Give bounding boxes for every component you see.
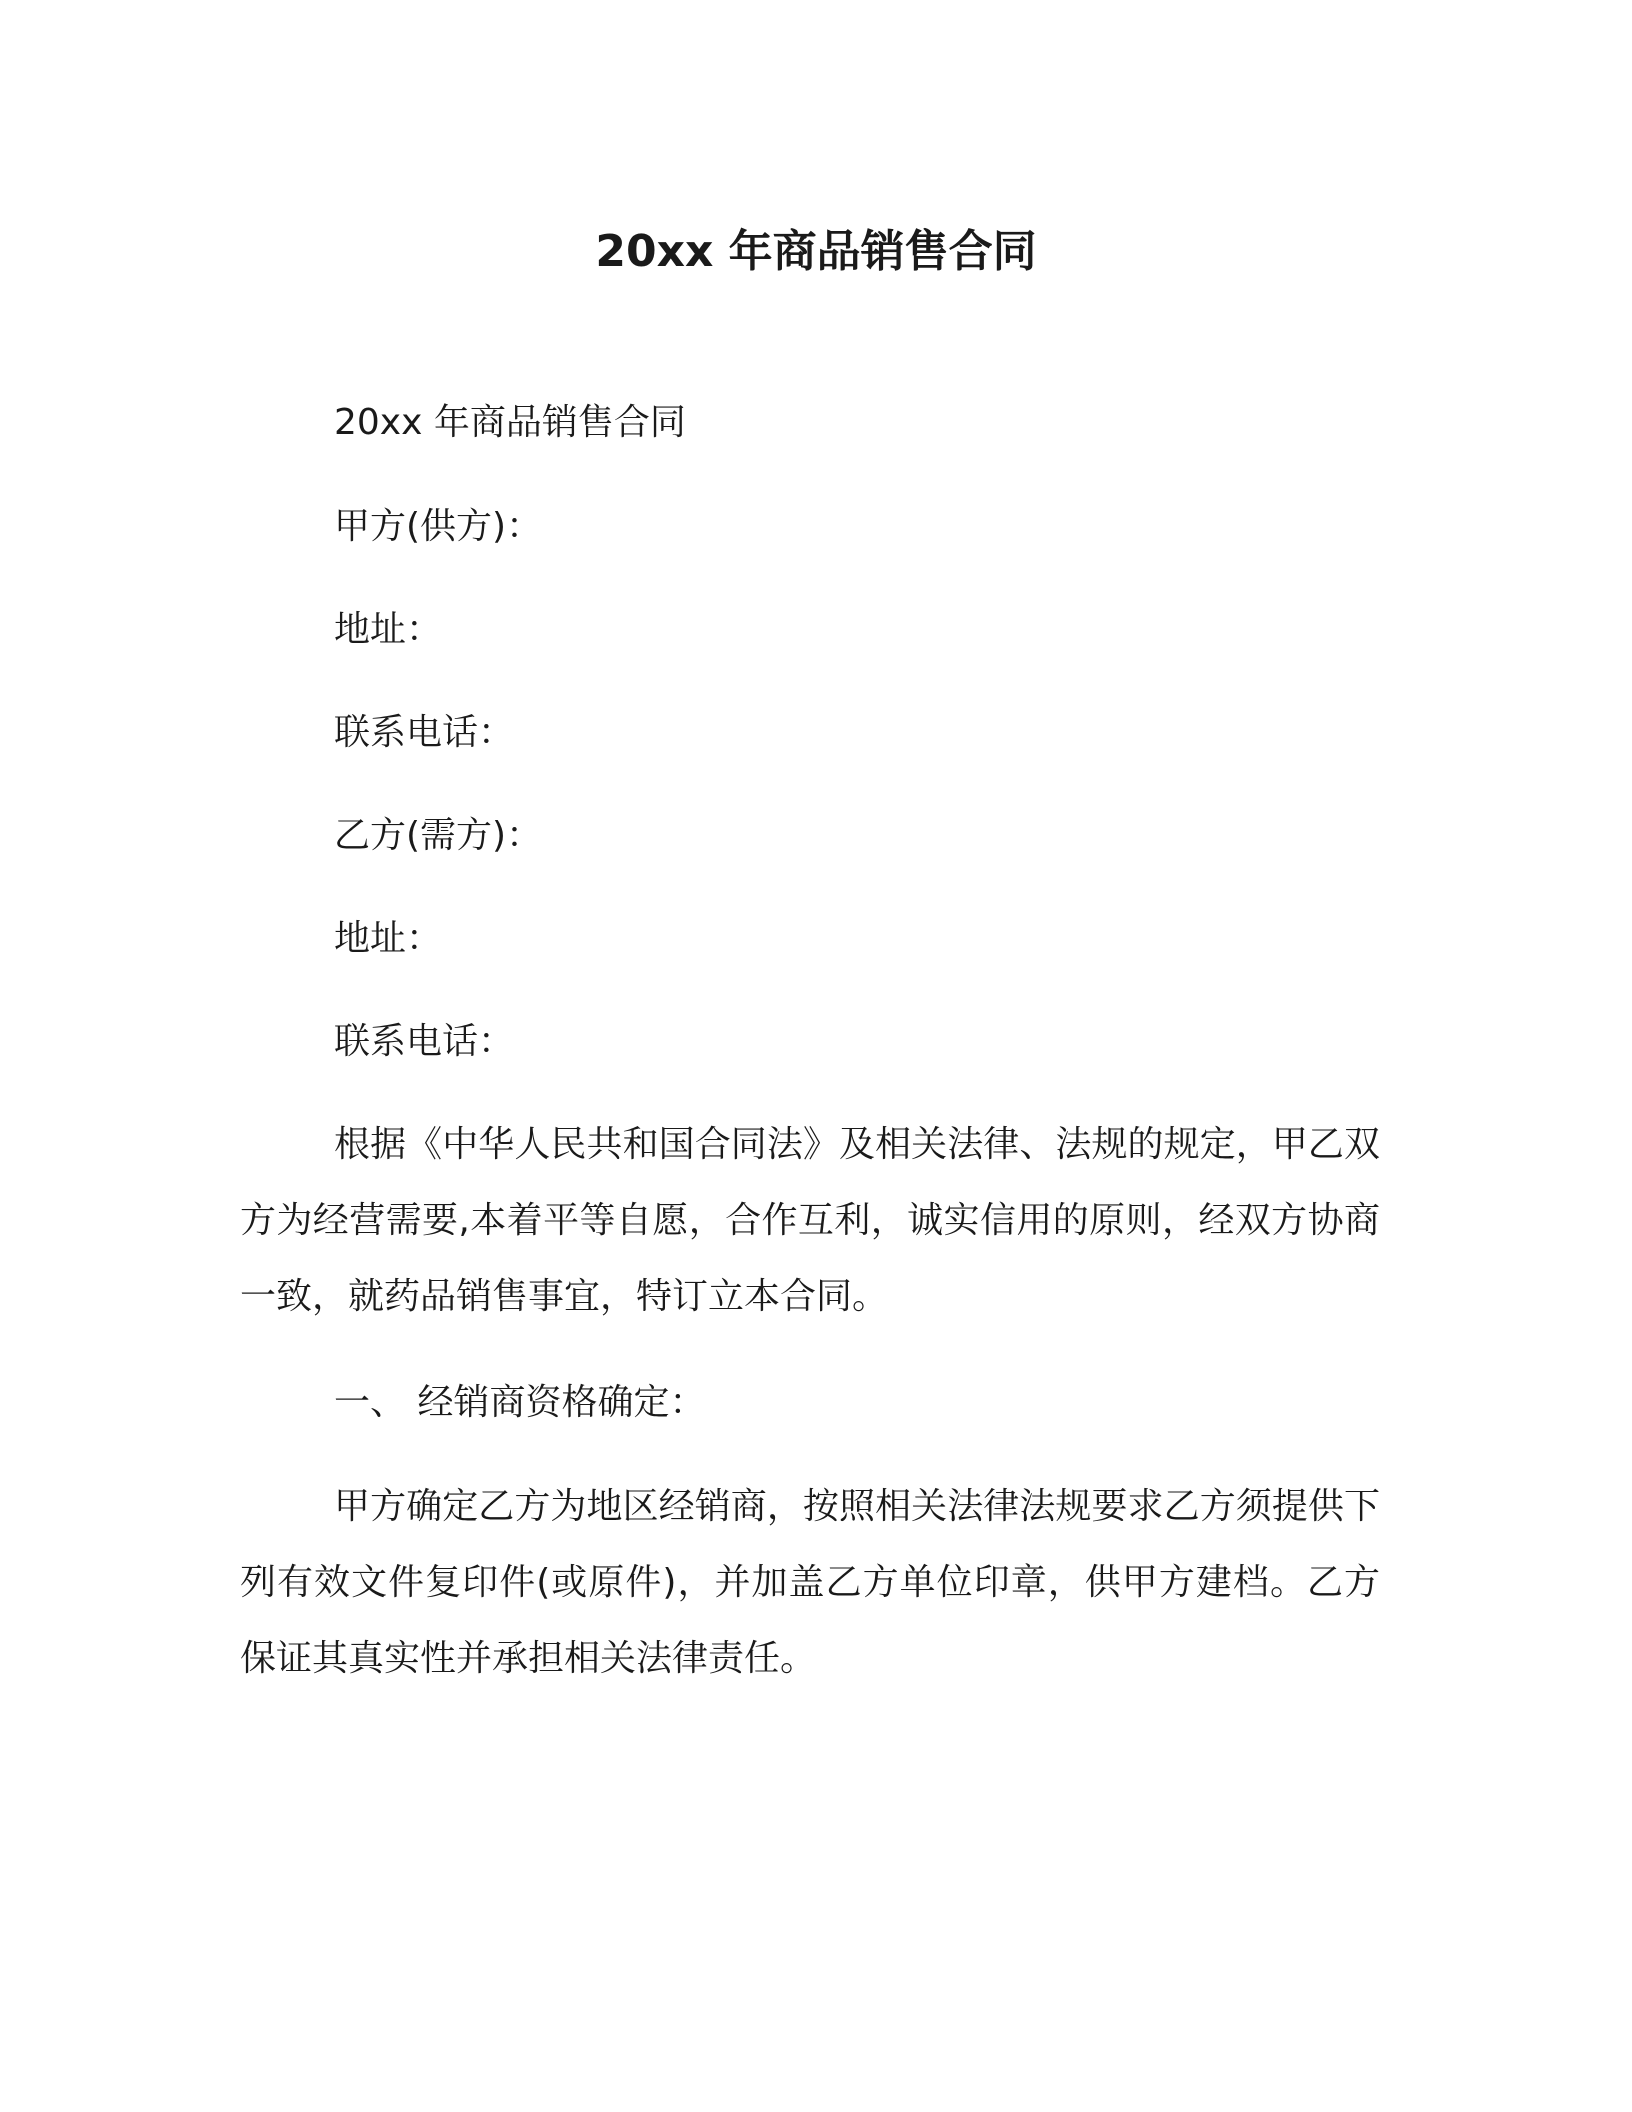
party-b-label: 乙方(需方)：	[334, 815, 543, 856]
document-title: 20xx 年商品销售合同	[595, 226, 1037, 277]
party-a-phone-label: 联系电话：	[334, 712, 515, 753]
party-a-address-label: 地址：	[334, 609, 443, 650]
party-a-label: 甲方(供方)：	[334, 506, 543, 547]
section-1-body: 甲方确定乙方为地区经销商，按照相关法律法规要求乙方须提供下列有效文件复印件(或原件)，并加盖乙方单位印章，供甲方建档。乙方保证其真实性并承担相关法律责任。	[240, 1486, 1380, 1679]
document-subtitle: 20xx 年商品销售合同	[334, 402, 686, 443]
party-b-phone-label: 联系电话：	[334, 1021, 515, 1062]
party-b-address-label: 地址：	[334, 918, 443, 959]
preamble-paragraph: 根据《中华人民共和国合同法》及相关法律、法规的规定，甲乙双方为经营需要,本着平等自愿，合作互利，诚实信用的原则，经双方协商一致，就药品销售事宜，特订立本合同。	[240, 1124, 1380, 1317]
section-1-heading: 一、 经销商资格确定：	[334, 1382, 706, 1423]
